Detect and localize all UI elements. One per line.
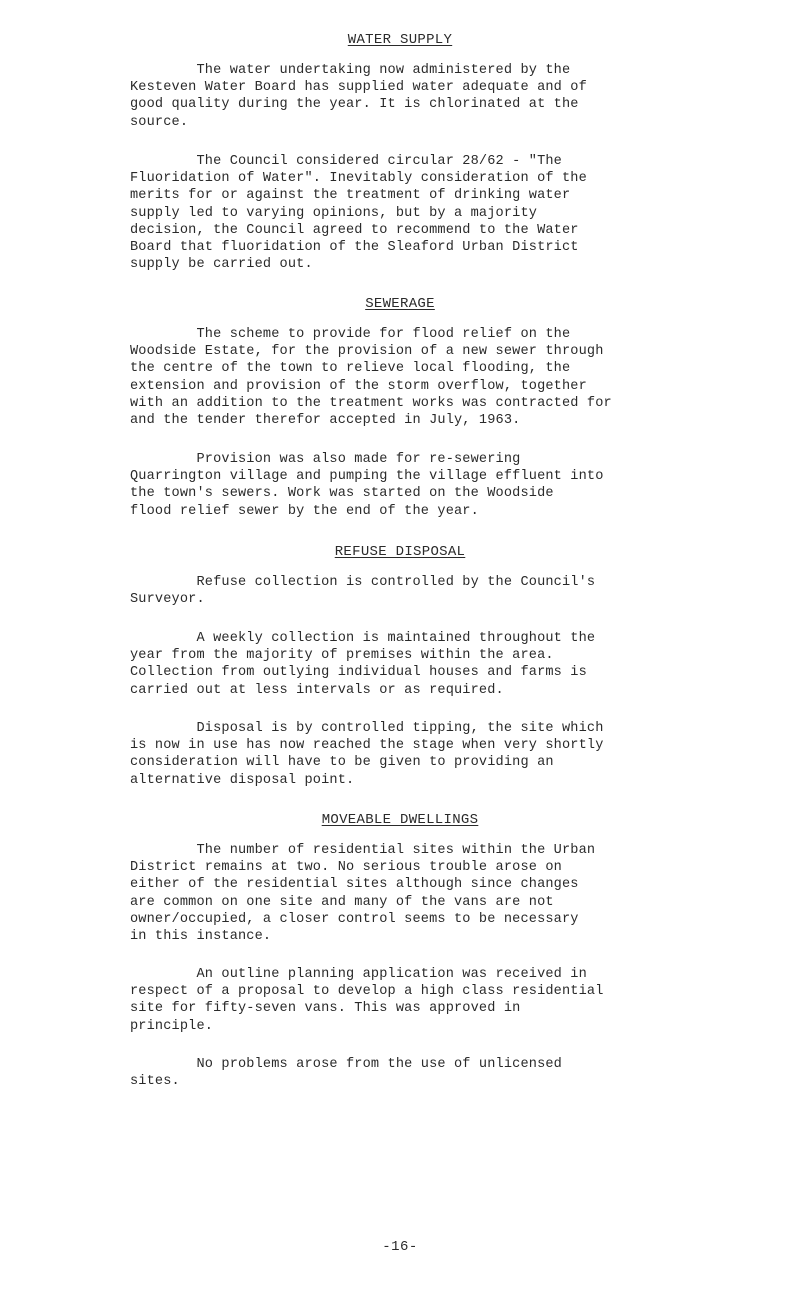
paragraph-unlicensed-sites: No problems arose from the use of unlicensed sites. (130, 1057, 562, 1090)
paragraph-water-undertaking: The water undertaking now administered by the Kesteven Water Board has supplied water adequate and of good quality during the year. It is chlorinated at the source. (130, 63, 587, 130)
paragraph-resewering: Provision was also made for re-sewering Quarrington village and pumping the village effluent into the town's sewers. Work was started on the Woodside flood relief sewer by the end of the year. (130, 452, 604, 519)
section-heading-moveable-dwellings: MOVEABLE DWELLINGS (321, 812, 479, 828)
paragraph-residential-sites: The number of residential sites within the Urban District remains at two. No serious trouble arose on either of the residential sites although since changes are common on one site and many of the vans are not owner/occupied, a closer control seems to be necessary in this instance. (130, 843, 596, 945)
page-number: -16- (382, 1239, 418, 1255)
paragraph-planning-application: An outline planning application was received in respect of a proposal to develop a high class residential site for fifty-seven vans. This was approved in principle. (130, 967, 604, 1034)
section-heading-sewerage: SEWERAGE (365, 296, 435, 312)
section-heading-refuse-disposal: REFUSE DISPOSAL (334, 544, 466, 560)
paragraph-fluoridation: The Council considered circular 28/62 - "The Fluoridation of Water". Inevitably consideration of the merits for or against the treatment of drinking water supply led to varying opinions, but by a majority decision, the Council agreed to recommend to the Water Board that fluoridation of the Sleaford Urban District supply be carried out. (130, 154, 587, 273)
paragraph-disposal-tipping: Disposal is by controlled tipping, the site which is now in use has now reached the stage when very shortly consideration will have to be given to providing an alternative disposal point. (130, 721, 604, 788)
paragraph-weekly-collection: A weekly collection is maintained throughout the year from the majority of premises within the area. Collection from outlying individual houses and farms is carried out at less intervals or as required. (130, 631, 596, 698)
paragraph-flood-relief-scheme: The scheme to provide for flood relief on the Woodside Estate, for the provision of a new sewer through the centre of the town to relieve local flooding, the extension and provision of the storm overflow, together with an addition to the treatment works was contracted for and the tender therefor accepted in July, 1963. (130, 327, 612, 429)
paragraph-refuse-collection: Refuse collection is controlled by the Council's Surveyor. (130, 575, 596, 608)
section-heading-water-supply: WATER SUPPLY (347, 32, 453, 48)
